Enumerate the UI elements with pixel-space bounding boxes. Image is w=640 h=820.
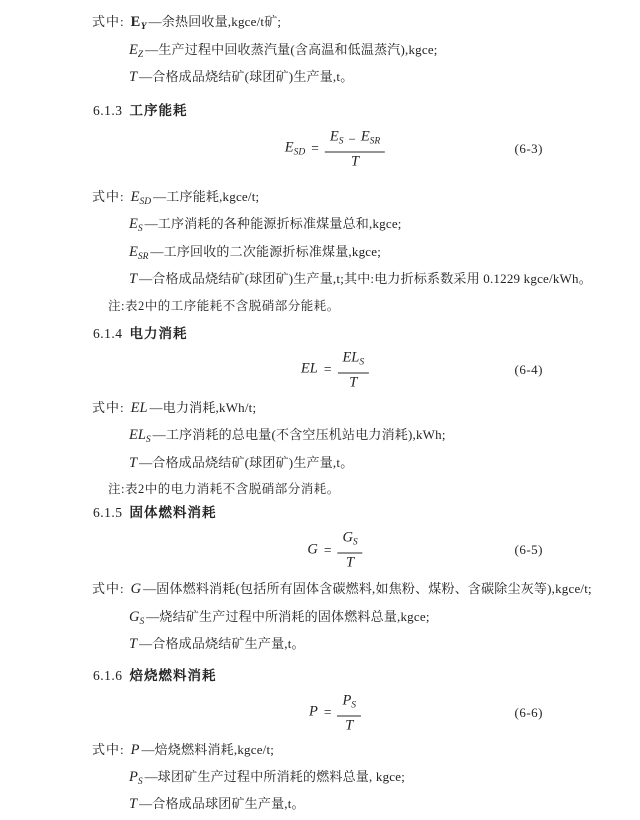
- shizhong-label: 式中:: [92, 741, 125, 757]
- shizhong-label: 式中:: [92, 581, 125, 596]
- section-number: 6.1.6: [93, 667, 123, 683]
- definition-line: [129, 606, 640, 634]
- note-line: 注:表2中的电力消耗不含脱硝部分消耗。: [108, 482, 340, 496]
- variable-subscript: SD: [139, 196, 152, 207]
- numerator: [337, 531, 362, 553]
- formula-6-6: [309, 693, 361, 732]
- numerator: [337, 693, 361, 715]
- variable: $P_S$: [129, 768, 143, 787]
- fraction: [337, 350, 369, 389]
- definition-text: —合格成品烧结矿(球团矿)生产量,t。: [139, 69, 354, 84]
- definition-line: [129, 766, 640, 793]
- section-heading-6-1-5: [93, 505, 640, 520]
- definition-text: —合格成品烧结矿生产量,t。: [139, 636, 305, 651]
- variable: $E_{SR}$: [129, 243, 149, 262]
- equals-sign: =: [323, 361, 332, 377]
- definition-text: —球团矿生产过程中所消耗的燃料总量, kgce;: [144, 768, 406, 784]
- variable: $E_Y$: [130, 14, 147, 32]
- denominator: T: [325, 151, 385, 168]
- variable-subscript: SR: [369, 136, 381, 146]
- variable-subscript: S: [145, 435, 151, 445]
- variable: G: [130, 581, 142, 597]
- formula-lhs: $E_{SD}$: [284, 139, 306, 158]
- fraction: [337, 693, 361, 732]
- formula-lhs: EL: [300, 360, 318, 377]
- definition-text: —工序回收的二次能源折标准煤量,kgce;: [150, 243, 382, 259]
- section-number: 6.1.3: [93, 102, 123, 118]
- variable-subscript: S: [137, 776, 143, 787]
- definition-text: —合格成品烧结矿(球团矿)生产量,t;其中:电力折标系数采用 0.1229 kgce/kWh。: [139, 271, 592, 286]
- variable-subscript: S: [137, 224, 143, 234]
- equals-sign: =: [323, 704, 332, 720]
- formula-lhs: G: [307, 541, 318, 557]
- definition-text: —生产过程中回收蒸汽量(含高温和低温蒸汽),kgce;: [145, 41, 438, 57]
- variable-subscript: SR: [137, 251, 149, 262]
- definition-line: [129, 213, 640, 241]
- variable: T: [129, 795, 138, 812]
- variable: $E_S$: [129, 216, 143, 234]
- definition-line: [129, 39, 640, 67]
- definition-text: —电力消耗,kWh/t;: [149, 399, 257, 415]
- section-title: 固体燃料消耗: [129, 505, 217, 520]
- variable-subscript: Z: [137, 49, 144, 60]
- variable-subscript: Y: [140, 22, 147, 32]
- definition-text: —固体燃料消耗(包括所有固体含碳燃料,如焦粉、煤粉、含碳除尘灰等),kgce/t;: [143, 581, 592, 596]
- variable: $G_S$: [342, 529, 358, 548]
- denominator: T: [337, 553, 362, 570]
- definition-line: [129, 268, 640, 296]
- definition-text: —工序消耗的各种能源折标准煤量总和,kgce;: [144, 216, 402, 231]
- section-title: 工序能耗: [129, 102, 188, 118]
- variable: T: [129, 271, 138, 287]
- note-line: 注:表2中的工序能耗不含脱硝部分能耗。: [108, 298, 340, 313]
- variable-subscript: S: [351, 700, 357, 710]
- definition-text: —工序能耗,kgce/t;: [153, 188, 260, 204]
- variable: $E_{SR}$: [360, 128, 381, 146]
- variable: $EL_S$: [342, 349, 365, 367]
- definition-line: [92, 739, 640, 766]
- shizhong-label: 式中:: [92, 14, 125, 29]
- definition-line: [92, 578, 640, 606]
- denominator: T: [337, 372, 369, 389]
- equation-number: (6-5): [514, 542, 543, 557]
- variable: $E_Z$: [129, 41, 144, 60]
- variable: T: [129, 454, 138, 471]
- equation-number: (6-4): [514, 361, 543, 377]
- formula-6-3: [285, 129, 385, 168]
- section-number: 6.1.4: [93, 325, 123, 341]
- definition-block-6-1-3: [0, 186, 640, 317]
- section-title: 电力消耗: [129, 325, 188, 341]
- section-number: 6.1.5: [93, 505, 123, 520]
- variable-subscript: S: [359, 357, 365, 367]
- equation-number: (6-6): [514, 704, 543, 720]
- definition-text: —余热回收量,kgce/t矿;: [148, 14, 282, 29]
- section-heading-6-1-4: [93, 326, 640, 341]
- definition-block-6-1-6: [0, 739, 640, 820]
- definition-line: [129, 452, 640, 480]
- variable: EL: [130, 399, 148, 416]
- definition-text: —焙烧燃料消耗,kgce/t;: [141, 741, 275, 757]
- numerator: [325, 129, 385, 151]
- formula-lhs: P: [308, 703, 318, 720]
- variable: $E_S$: [329, 128, 344, 146]
- variable-subscript: SD: [293, 147, 306, 158]
- formula-6-4: [301, 350, 369, 389]
- formula-row-6-6: [0, 691, 640, 735]
- definition-line: [129, 633, 640, 661]
- variable-subscript: S: [139, 616, 145, 627]
- variable: T: [129, 636, 138, 652]
- definition-line: [129, 241, 640, 269]
- definition-block-6-1-4: [0, 397, 640, 501]
- minus-sign: −: [348, 131, 356, 147]
- formula-row-6-3: [0, 127, 640, 171]
- definition-line: [92, 11, 640, 39]
- formula-row-6-4: [0, 348, 640, 392]
- variable: T: [129, 69, 138, 85]
- definition-block-intro: [0, 7, 640, 94]
- definition-text: —合格成品球团矿生产量,t。: [139, 795, 305, 811]
- shizhong-label: 式中:: [92, 399, 125, 415]
- denominator: T: [337, 715, 361, 732]
- definition-line: [129, 66, 640, 94]
- definition-block-6-1-5: [0, 578, 640, 661]
- definition-text: —合格成品烧结矿(球团矿)生产量,t。: [139, 454, 354, 470]
- variable: $EL_S$: [129, 427, 151, 445]
- formula-row-6-5: [0, 528, 640, 572]
- definition-line: [129, 793, 640, 820]
- section-heading-6-1-3: [93, 103, 640, 118]
- section-heading-6-1-6: [93, 668, 640, 683]
- variable: $E_{SD}$: [130, 188, 152, 207]
- formula-6-5: [307, 531, 362, 570]
- equals-sign: =: [311, 140, 319, 156]
- variable: P: [130, 741, 140, 758]
- numerator: [337, 350, 369, 372]
- definition-line: [92, 186, 640, 214]
- definition-text: —烧结矿生产过程中所消耗的固体燃料总量,kgce;: [146, 608, 430, 624]
- definition-text: —工序消耗的总电量(不含空压机站电力消耗),kWh;: [152, 427, 446, 442]
- fraction: [337, 531, 362, 570]
- section-title: 焙烧燃料消耗: [129, 667, 217, 683]
- variable-subscript: S: [352, 537, 358, 548]
- definition-line: [129, 424, 640, 452]
- fraction: [325, 129, 385, 168]
- variable: $G_S$: [129, 608, 145, 627]
- definition-line: [92, 397, 640, 425]
- variable: $P_S$: [342, 692, 357, 710]
- equals-sign: =: [323, 542, 332, 557]
- shizhong-label: 式中:: [92, 188, 125, 204]
- equation-number: (6-3): [514, 140, 543, 156]
- variable-subscript: S: [338, 136, 344, 146]
